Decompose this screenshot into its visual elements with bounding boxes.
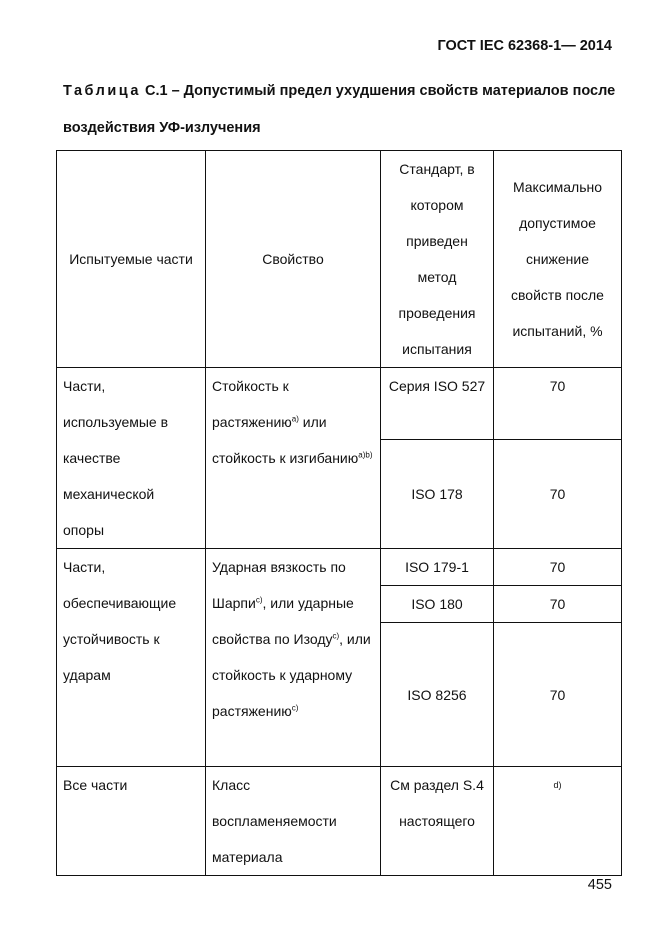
header-max-decrease: Максимально допустимое снижение свойств после испытаний, % <box>494 151 622 368</box>
caption-number: С.1 <box>144 83 168 99</box>
group2-value-2: 70 <box>494 586 622 623</box>
group3-note: d) <box>494 767 622 876</box>
group3-property: Класс воспламеняемости материала <box>206 767 381 876</box>
table-row <box>57 368 622 440</box>
group2-property: Ударная вязкость по Шарпи$^{c)}$, или ударные свойства по Изоду$^{c)}$, или стойкость к ударному растяжению$^{c)}$ <box>206 549 381 767</box>
group2-standard-1: ISO 179-1 <box>381 549 494 586</box>
page-number: 455 <box>587 877 612 893</box>
document-id: ГОСТ IEC 62368-1— 2014 <box>437 38 612 54</box>
group2-standard-3: ISO 8256 <box>381 623 494 767</box>
group3-part: Все части <box>57 767 206 876</box>
group1-value-1: 70 <box>494 368 622 440</box>
group2-value-1: 70 <box>494 549 622 586</box>
group2-part: Части, обеспечивающие устойчивость к ударам <box>57 549 206 767</box>
table-caption <box>63 73 623 147</box>
table-row <box>57 549 622 586</box>
caption-label: Таблица <box>63 83 141 99</box>
caption-title: – Допустимый предел ухудшения свойств материалов после воздействия УФ-излучения <box>63 83 616 136</box>
table-header-row <box>57 151 622 368</box>
header-part: Испытуемые части <box>57 151 206 368</box>
group2-standard-2: ISO 180 <box>381 586 494 623</box>
group1-property: Стойкость к растяжению$^{a)}$ или стойкость к изгибанию$^{a)b)}$ <box>206 368 381 549</box>
group1-value-2: 70 <box>494 440 622 549</box>
table-row <box>57 767 622 876</box>
header-property: Свойство <box>206 151 381 368</box>
properties-table <box>56 150 622 876</box>
group2-value-3: 70 <box>494 623 622 767</box>
group1-standard-2: ISO 178 <box>381 440 494 549</box>
group3-standard: См раздел S.4 настоящего <box>381 767 494 876</box>
group1-part: Части, используемые в качестве механической опоры <box>57 368 206 549</box>
header-standard: Стандарт, в котором приведен метод проведения испытания <box>381 151 494 368</box>
group1-standard-1: Серия ISO 527 <box>381 368 494 440</box>
